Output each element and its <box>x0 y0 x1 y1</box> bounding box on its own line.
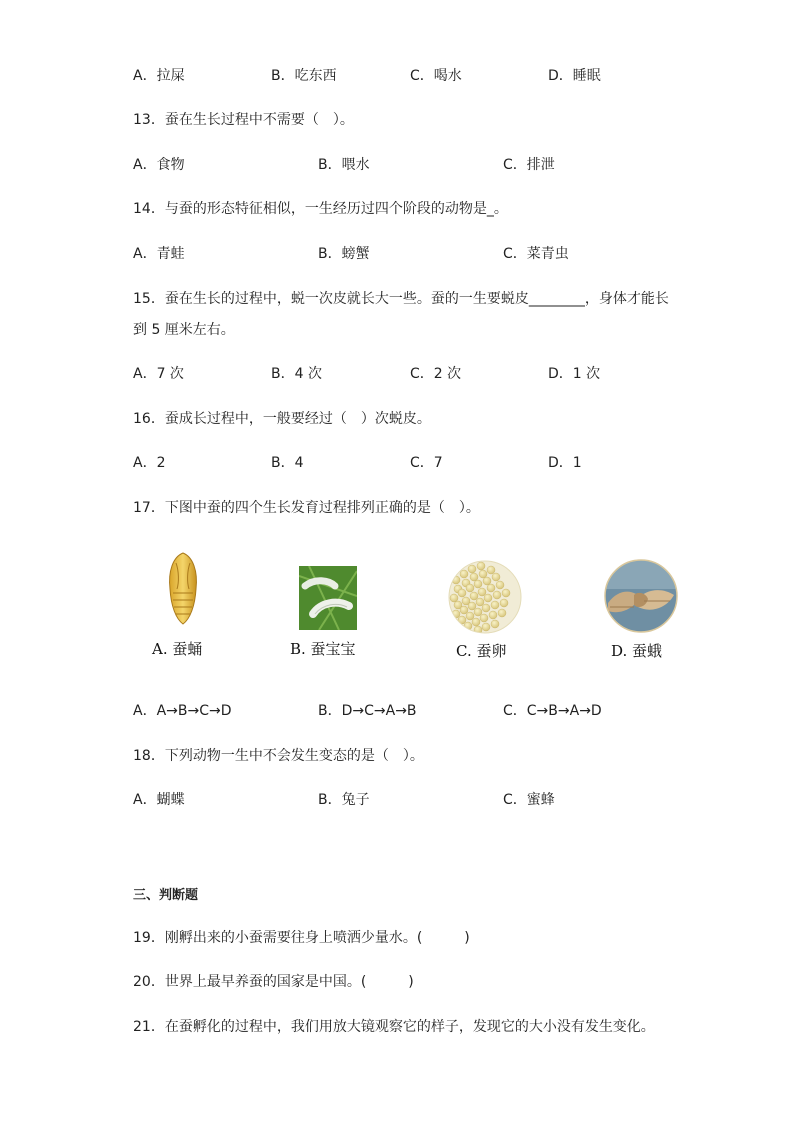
q15-option-a: A．7 次 <box>133 366 184 382</box>
q14-option-c: C．菜青虫 <box>503 246 569 262</box>
q18-option-c: C．蜜蜂 <box>503 792 555 808</box>
q16-option-d: D．1 <box>548 455 582 471</box>
q16-option-b: B．4 <box>271 455 304 471</box>
q12-option-b: B．吃东西 <box>271 68 337 84</box>
q20-statement: 20．世界上最早养蚕的国家是中国。( ) <box>133 974 414 990</box>
q18-question: 18．下列动物一生中不会发生变态的是（ ）。 <box>133 748 424 764</box>
q17-option-a: A．A→B→C→D <box>133 703 232 719</box>
section-heading-judgement: 三、判断题 <box>133 888 199 903</box>
q18-option-b: B．兔子 <box>318 792 370 808</box>
q13-option-b: B．喂水 <box>318 157 370 173</box>
q15-option-b: B．4 次 <box>271 366 322 382</box>
q16-option-a: A．2 <box>133 455 166 471</box>
q12-option-a: A．拉屎 <box>133 68 185 84</box>
q14-option-b: B．螃蟹 <box>318 246 370 262</box>
q15-question-line1: 15．蚕在生长的过程中，蜕一次皮就长大一些。蚕的一生要蜕皮________，身体才能长 <box>133 291 669 307</box>
silkworm-image <box>299 566 357 630</box>
moth-image <box>604 559 678 633</box>
q13-option-c: C．排泄 <box>503 157 555 173</box>
q17-question: 17．下图中蚕的四个生长发育过程排列正确的是（ ）。 <box>133 500 480 516</box>
caption-d: D. 蚕蛾 <box>611 642 663 660</box>
q14-question: 14．与蚕的形态特征相似，一生经历过四个阶段的动物是_。 <box>133 201 508 217</box>
q17-option-b: B．D→C→A→B <box>318 703 417 719</box>
caption-a: A. 蚕蛹 <box>152 640 203 658</box>
q17-option-c: C．C→B→A→D <box>503 703 602 719</box>
q16-option-c: C．7 <box>410 455 443 471</box>
q15-option-c: C．2 次 <box>410 366 462 382</box>
caption-b: B. 蚕宝宝 <box>290 640 356 658</box>
q15-option-d: D．1 次 <box>548 366 601 382</box>
q15-question-line2: 到 5 厘米左右。 <box>133 322 235 338</box>
eggs-image <box>448 560 522 634</box>
q21-statement: 21．在蚕孵化的过程中，我们用放大镜观察它的样子，发现它的大小没有发生变化。 <box>133 1019 655 1035</box>
pupa-image <box>165 551 201 626</box>
q12-option-c: C．喝水 <box>410 68 462 84</box>
q14-option-a: A．青蛙 <box>133 246 185 262</box>
q13-option-a: A．食物 <box>133 157 185 173</box>
q19-statement: 19．刚孵出来的小蚕需要往身上喷洒少量水。( ) <box>133 930 470 946</box>
q16-question: 16．蚕成长过程中，一般要经过（ ）次蜕皮。 <box>133 411 431 427</box>
q18-option-a: A．蝴蝶 <box>133 792 185 808</box>
q13-question: 13．蚕在生长过程中不需要（ ）。 <box>133 112 354 128</box>
q12-option-d: D．睡眠 <box>548 68 601 84</box>
caption-c: C. 蚕卵 <box>456 642 507 660</box>
